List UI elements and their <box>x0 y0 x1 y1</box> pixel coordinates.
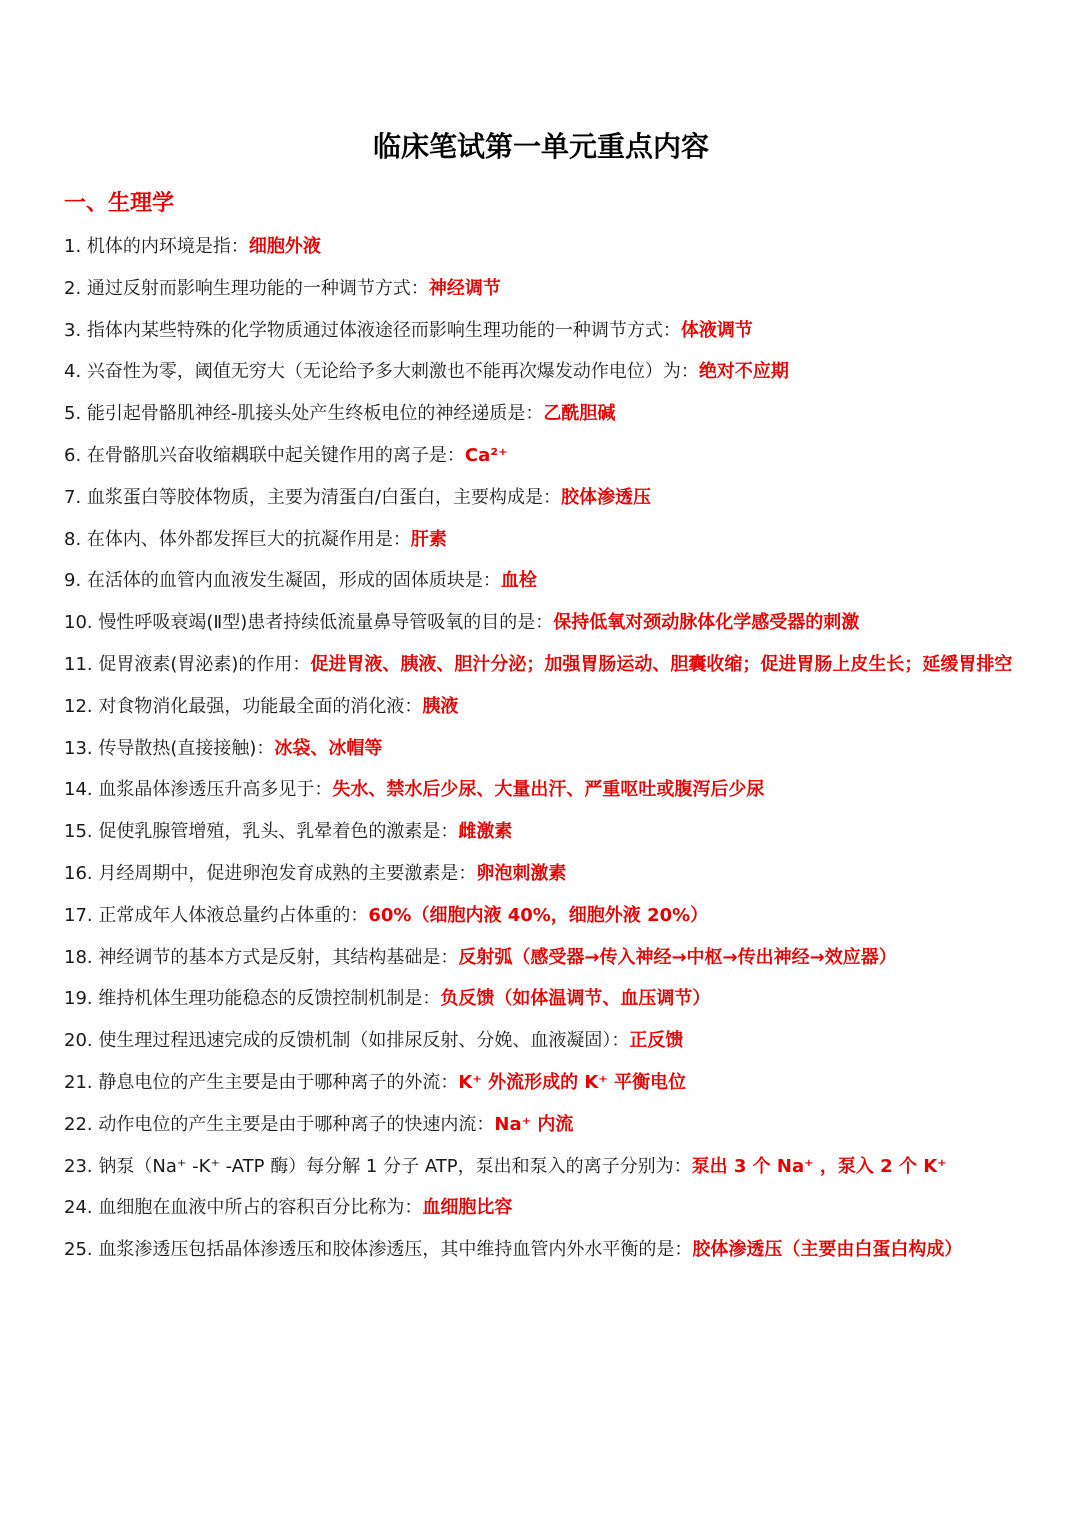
list-item <box>64 564 1018 597</box>
list-item <box>64 606 1018 639</box>
list-item <box>64 1108 1018 1141</box>
list-item <box>64 899 1018 932</box>
item-number: 3. <box>64 319 82 341</box>
item-answer: 卵泡刺激素 <box>476 862 567 884</box>
list-item <box>64 982 1018 1015</box>
item-question: 在骨骼肌兴奋收缩耦联中起关键作用的离子是： <box>86 444 465 466</box>
document-title: 临床笔试第一单元重点内容 <box>372 130 709 163</box>
item-question: 血浆晶体渗透压升高多见于： <box>98 779 333 801</box>
item-number: 24. <box>64 1197 93 1219</box>
item-number: 1. <box>64 236 82 257</box>
item-question: 使生理过程迅速完成的反馈机制（如排尿反射、分娩、血液凝固）： <box>98 1030 630 1052</box>
item-question: 兴奋性为零，阈值无穷大（无论给予多大刺激也不能再次爆发动作电位）为： <box>86 361 699 383</box>
item-number: 7. <box>64 486 82 508</box>
list-item <box>64 1150 1018 1183</box>
item-number: 8. <box>64 528 82 550</box>
list-item <box>64 439 1018 472</box>
item-question: 维持机体生理功能稳态的反馈控制机制是： <box>98 988 441 1010</box>
item-answer: 胶体渗透压 <box>560 486 651 508</box>
section-heading-physiology: 一、生理学 <box>64 191 175 216</box>
item-answer: Na⁺ 内流 <box>494 1113 574 1135</box>
item-question: 促使乳腺管增殖，乳头、乳晕着色的激素是： <box>98 821 459 843</box>
item-answer: 泵出 3 个 Na⁺ ，泵入 2 个 K⁺ <box>691 1155 947 1177</box>
item-question: 静息电位的产生主要是由于哪种离子的外流： <box>98 1071 459 1093</box>
item-question: 动作电位的产生主要是由于哪种离子的快速内流： <box>98 1113 495 1135</box>
list-item <box>64 230 1018 263</box>
item-answer: 肝素 <box>410 528 447 550</box>
item-question: 促胃液素(胃泌素)的作用： <box>98 653 311 675</box>
item-number: 21. <box>64 1071 93 1093</box>
item-number: 19. <box>64 988 93 1010</box>
item-answer: 绝对不应期 <box>698 361 789 383</box>
item-question: 血浆蛋白等胶体物质，主要为清蛋白/白蛋白，主要构成是： <box>86 486 561 508</box>
list-item <box>64 314 1018 347</box>
item-number: 15. <box>64 821 93 843</box>
list-item <box>64 815 1018 848</box>
item-question: 在体内、体外都发挥巨大的抗凝作用是： <box>86 528 411 550</box>
list-item <box>64 732 1018 765</box>
list-item <box>64 481 1018 514</box>
list-item <box>64 1024 1018 1057</box>
item-answer: 血栓 <box>500 570 537 592</box>
item-question: 正常成年人体液总量约占体重的： <box>98 904 369 926</box>
item-number: 5. <box>64 403 82 425</box>
item-question: 能引起骨骼肌神经-肌接头处产生终板电位的神经递质是： <box>86 403 544 425</box>
item-answer: 血细胞比容 <box>422 1197 513 1219</box>
item-question: 指体内某些特殊的化学物质通过体液途径而影响生理功能的一种调节方式： <box>86 319 681 341</box>
item-answer: 负反馈（如体温调节、血压调节） <box>440 988 711 1010</box>
list-item <box>64 648 1018 681</box>
list-item <box>64 1233 1018 1266</box>
item-number: 14. <box>64 779 93 801</box>
item-question: 在活体的血管内血液发生凝固，形成的固体质块是： <box>86 570 501 592</box>
list-item <box>64 1066 1018 1099</box>
item-answer: 保持低氧对颈动脉体化学感受器的刺激 <box>553 612 860 634</box>
item-answer: 胰液 <box>422 695 459 717</box>
item-question: 钠泵（Na⁺ -K⁺ -ATP 酶）每分解 1 分子 ATP，泵出和泵入的离子分别为： <box>98 1155 692 1177</box>
item-number: 16. <box>64 862 93 884</box>
item-answer: Ca²⁺ <box>464 444 508 466</box>
item-number: 22. <box>64 1113 93 1135</box>
item-question: 血细胞在血液中所占的容积百分比称为： <box>98 1197 423 1219</box>
item-answer: 正反馈 <box>629 1030 684 1052</box>
item-question: 机体的内环境是指： <box>86 236 249 257</box>
item-answer: 反射弧（感受器→传入神经→中枢→传出神经→效应器） <box>458 946 897 968</box>
item-number: 20. <box>64 1030 93 1052</box>
item-number: 13. <box>64 737 93 759</box>
item-answer: 乙酰胆碱 <box>543 403 616 425</box>
item-answer: 体液调节 <box>680 319 753 341</box>
list-item <box>64 857 1018 890</box>
item-number: 12. <box>64 695 93 717</box>
list-item <box>64 355 1018 388</box>
question-list <box>64 230 1018 1266</box>
item-answer: 60%（细胞内液 40%，细胞外液 20%） <box>368 904 709 926</box>
item-question: 通过反射而影响生理功能的一种调节方式： <box>86 277 429 299</box>
item-answer: 雌激素 <box>458 821 513 843</box>
item-question: 对食物消化最强，功能最全面的消化液： <box>98 695 423 717</box>
item-number: 17. <box>64 904 93 926</box>
item-answer: 促进胃液、胰液、胆汁分泌；加强胃肠运动、胆囊收缩；促进胃肠上皮生长；延缓胃排空 <box>310 653 1013 675</box>
item-number: 10. <box>64 612 93 634</box>
item-question: 传导散热(直接接触)： <box>98 737 275 759</box>
item-question: 血浆渗透压包括晶体渗透压和胶体渗透压，其中维持血管内外水平衡的是： <box>98 1239 693 1261</box>
item-number: 4. <box>64 361 82 383</box>
item-number: 18. <box>64 946 93 968</box>
list-item <box>64 690 1018 723</box>
item-number: 2. <box>64 277 82 299</box>
item-number: 9. <box>64 570 82 592</box>
item-number: 11. <box>64 653 93 675</box>
list-item <box>64 523 1018 556</box>
item-answer: 冰袋、冰帽等 <box>274 737 383 759</box>
list-item <box>64 397 1018 430</box>
item-answer: 神经调节 <box>428 277 501 299</box>
list-item <box>64 1191 1018 1224</box>
item-answer: 胶体渗透压（主要由白蛋白构成） <box>692 1239 963 1261</box>
item-question: 慢性呼吸衰竭(Ⅱ型)患者持续低流量鼻导管吸氧的目的是： <box>98 612 554 634</box>
list-item <box>64 773 1018 806</box>
item-number: 6. <box>64 444 82 466</box>
item-question: 月经周期中，促进卵泡发育成熟的主要激素是： <box>98 862 477 884</box>
item-answer: 细胞外液 <box>248 236 321 257</box>
item-answer: 失水、禁水后少尿、大量出汗、严重呕吐或腹泻后少尿 <box>332 779 765 801</box>
item-number: 25. <box>64 1239 93 1261</box>
item-answer: K⁺ 外流形成的 K⁺ 平衡电位 <box>458 1071 687 1093</box>
item-question: 神经调节的基本方式是反射，其结构基础是： <box>98 946 459 968</box>
list-item <box>64 272 1018 305</box>
item-number: 23. <box>64 1155 93 1177</box>
list-item <box>64 941 1018 974</box>
